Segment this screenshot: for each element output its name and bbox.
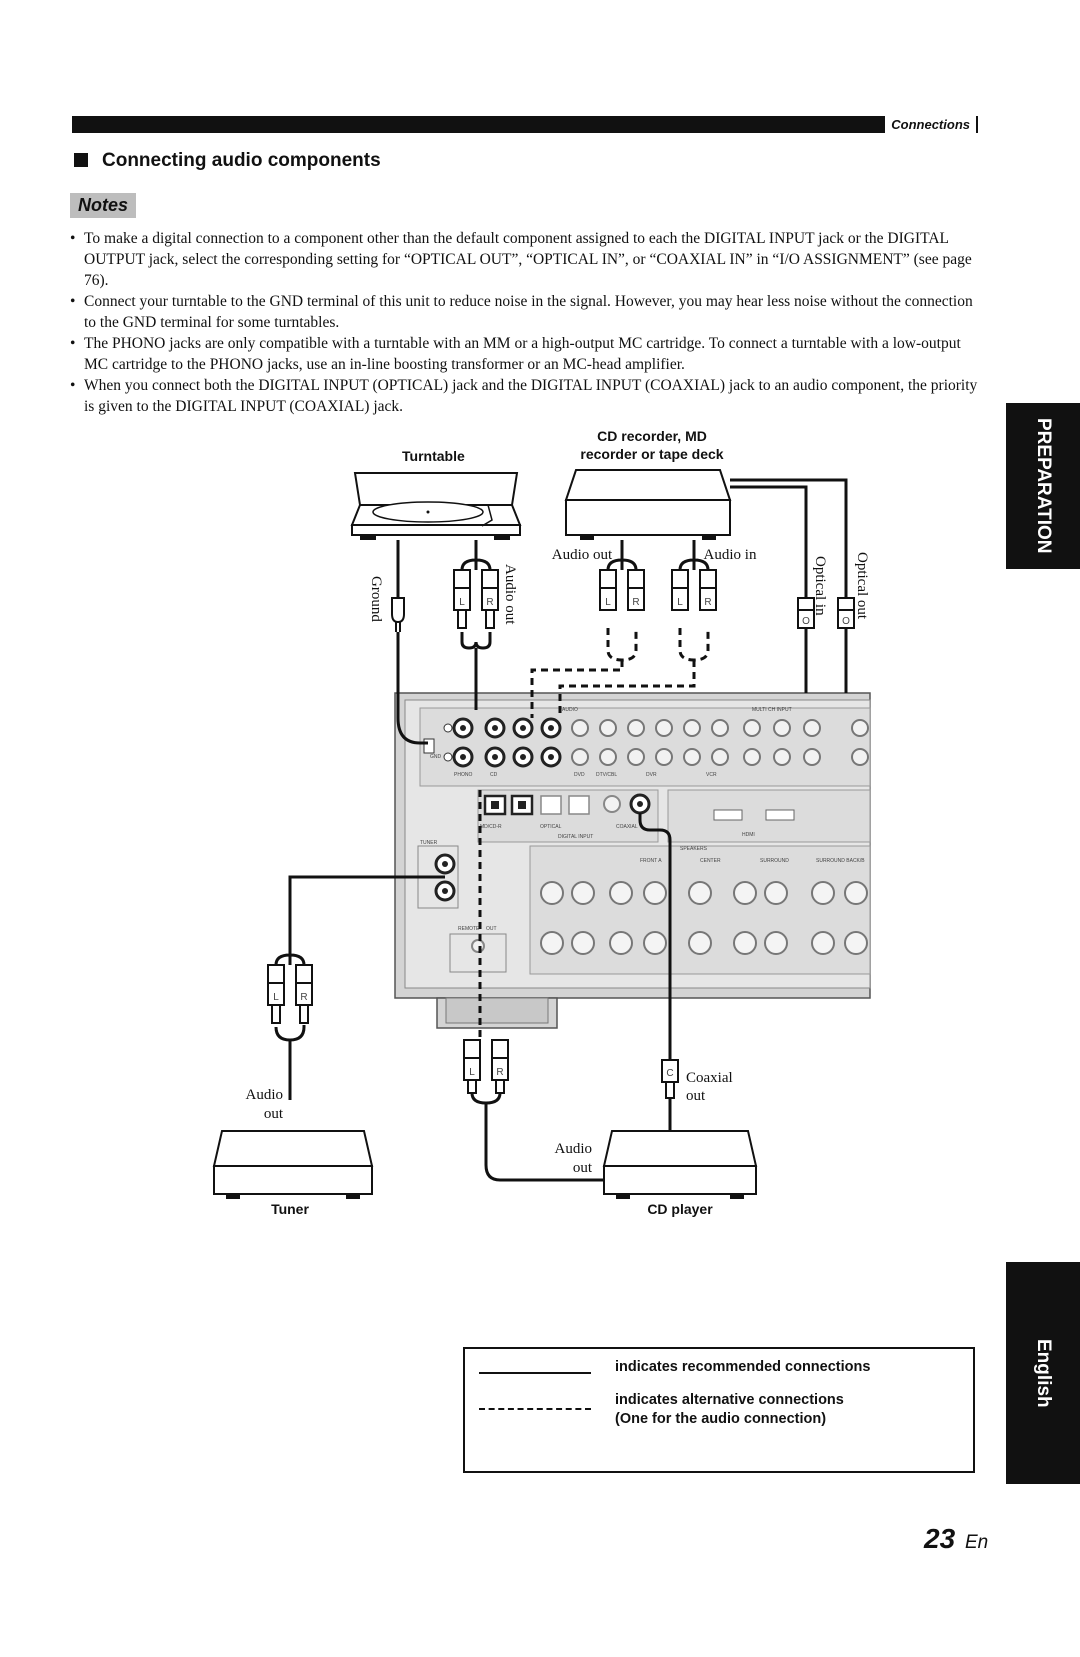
page-number-value: 23 [924, 1523, 956, 1554]
cd-plug-R: R [496, 1067, 504, 1078]
note-item: • Connect your turntable to the GND terminal of this unit to reduce noise in the signal. However, you may hear less noise without the connection to the GND terminal for some turntables. [70, 291, 982, 333]
turntable-label: Turntable [402, 448, 465, 464]
optical-in-plug-O: O [802, 616, 810, 627]
panel-center-label: CENTER [700, 858, 721, 864]
panel-vcr-label: VCR [706, 772, 717, 778]
legend-alternative-line1: indicates alternative connections [615, 1392, 844, 1408]
panel-coaxial-label: COAXIAL [616, 824, 638, 830]
legend-recommended: indicates recommended connections [615, 1359, 871, 1375]
coaxial-plug-C: C [666, 1068, 674, 1079]
note-item: • The PHONO jacks are only compatible with a turntable with an MM or a high-output MC cartridge. To connect a turntable with a low-output MC cartridge to the PHONO jacks, use an in-line boosting transformer or an MC-head amplifier. [70, 333, 982, 375]
cd-audio-out-line1: Audio [554, 1141, 592, 1157]
panel-surroundback-label: SURROUND BACK/B [816, 858, 865, 864]
hdmi-jacks [668, 790, 870, 842]
coaxial-plug [662, 1060, 678, 1098]
legend-box [463, 1347, 975, 1473]
section-label: Connections [883, 116, 978, 133]
panel-audio-label: AUDIO [562, 707, 578, 713]
ground-label: Ground [368, 576, 384, 622]
turntable [352, 473, 520, 540]
optical-out-plug-O: O [842, 616, 850, 627]
turntable-plug-R: R [486, 597, 494, 608]
recorder-in-plug-L: L [677, 597, 683, 608]
tuner-device [214, 1131, 372, 1199]
tuner-plug-L: L [273, 992, 279, 1003]
recorder-out-plug-R: R [632, 597, 640, 608]
recorder-in-plug-R: R [704, 597, 712, 608]
cd-plug-L: L [469, 1067, 475, 1078]
panel-remote-label: REMOTE [458, 926, 480, 932]
panel-tuner-label: TUNER [420, 840, 438, 846]
cd-player-device [604, 1131, 756, 1199]
recorder-audio-in-label: Audio in [703, 547, 757, 563]
panel-gnd-label: GND [430, 754, 442, 760]
panel-mdcdr-label: MD/CD-R [480, 824, 502, 830]
turntable-plug-L: L [459, 597, 465, 608]
panel-out-label: OUT [486, 926, 497, 932]
panel-hdmi-label: HDMI [742, 832, 755, 838]
panel-phono-label: PHONO [454, 772, 473, 778]
tuner-plug-R: R [300, 992, 308, 1003]
panel-fronta-label: FRONT A [640, 858, 662, 864]
recorder-label-line1: CD recorder, MD [597, 428, 707, 444]
legend-dashed-line [479, 1408, 591, 1410]
tuner-audio-out-line1: Audio [245, 1087, 283, 1103]
panel-multich-label: MULTI CH INPUT [752, 707, 792, 713]
section-title-text: Connecting audio components [102, 150, 381, 171]
side-tab-english-text: English [1033, 1338, 1054, 1408]
page-number [924, 1523, 988, 1555]
panel-dtv-label: DTV/CBL [596, 772, 618, 778]
optical-out-label: Optical out [854, 552, 870, 620]
receiver-rear-panel [395, 693, 870, 1028]
panel-optical-label: OPTICAL [540, 824, 562, 830]
panel-dvd-label: DVD [574, 772, 585, 778]
legend-alternative-line2: (One for the audio connection) [615, 1411, 827, 1427]
panel-speakers-label: SPEAKERS [680, 846, 707, 852]
coaxial-out-line1: Coaxial [686, 1070, 733, 1086]
recorder-out-plug-L: L [605, 597, 611, 608]
page-language: En [964, 1532, 989, 1553]
panel-dvr-label: DVR [646, 772, 657, 778]
notes-label: Notes [70, 193, 136, 218]
cd-audio-out-line2: out [572, 1160, 592, 1176]
note-item: • To make a digital connection to a component other than the default component assigned to each the DIGITAL INPUT jack or the DIGITAL OUTPUT jack, select the corresponding setting for “OPTICAL OUT”, “OPTICAL IN”, or “COAXIAL IN” in “I/O ASSIGNMENT” (see page 76). [70, 228, 982, 291]
panel-cd-label: CD [490, 772, 498, 778]
tuner-audio-out-line2: out [263, 1106, 283, 1122]
recorder-audio-out-label: Audio out [551, 547, 613, 563]
recorder-device [566, 470, 730, 540]
panel-digital-input-label: DIGITAL INPUT [558, 834, 594, 840]
panel-surround-label: SURROUND [760, 858, 789, 864]
optical-in-label: Optical in [812, 556, 828, 616]
cd-player-label: CD player [647, 1201, 713, 1217]
legend-solid-line [479, 1372, 591, 1374]
coaxial-out-line2: out [686, 1088, 706, 1104]
tuner-label: Tuner [271, 1201, 309, 1217]
note-item: • When you connect both the DIGITAL INPUT (OPTICAL) jack and the DIGITAL INPUT (COAXIAL) jack to an audio component, the priority is given to the DIGITAL INPUT (COAXIAL) jack. [70, 375, 982, 417]
ground-plug [392, 598, 404, 632]
recorder-rca-plugs [600, 570, 716, 610]
recorder-label-line2: recorder or tape deck [580, 446, 724, 462]
turntable-audio-out-label: Audio out [502, 564, 518, 625]
side-tab-preparation-text: PREPARATION [1033, 418, 1054, 554]
speaker-terminals [530, 846, 870, 974]
